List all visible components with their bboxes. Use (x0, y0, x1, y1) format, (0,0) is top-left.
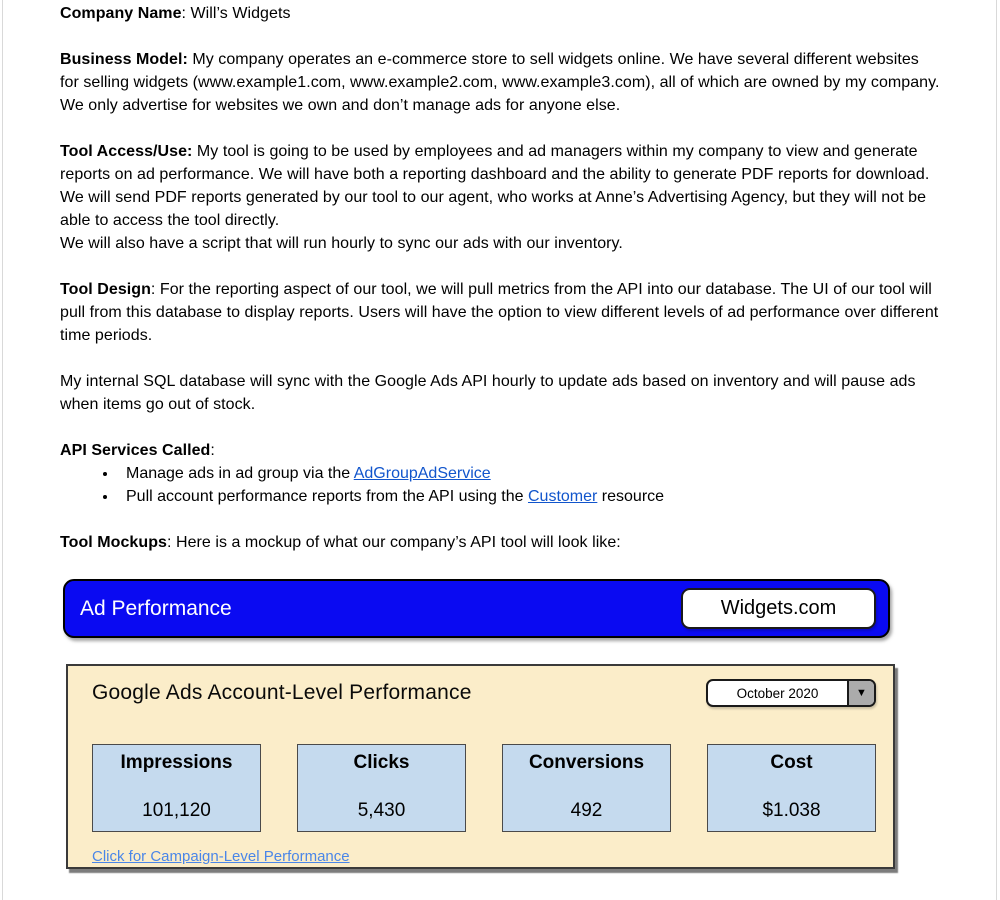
metric-value: 101,120 (142, 800, 211, 821)
company-name-value: : Will’s Widgets (181, 5, 291, 22)
metric-value: $1.038 (762, 800, 821, 821)
api-services-list (60, 462, 940, 508)
period-dropdown[interactable] (706, 679, 876, 707)
paragraph-business-model (60, 48, 940, 117)
tool-access-label: Tool Access/Use: (60, 143, 193, 160)
metric-card-clicks (297, 744, 466, 832)
mockup-header-bar (63, 579, 890, 638)
mockup-title: Ad Performance (80, 596, 232, 620)
bullet-text-pre: Manage ads in ad group via the (126, 465, 354, 482)
company-name-label: Company Name (60, 5, 182, 22)
tool-design-text: : For the reporting aspect of our tool, we will pull metrics from the API into our database. The UI of our tool will pull from this database to display reports. Users will have the option to view different levels of ad performance over different time periods. (60, 281, 939, 344)
list-item (118, 485, 940, 508)
bullet-text-post: resource (597, 488, 665, 505)
api-services-label: API Services Called (60, 442, 211, 459)
account-performance-panel (66, 664, 895, 869)
widgets-site-button-label: Widgets.com (720, 597, 837, 619)
period-dropdown-value: October 2020 (736, 685, 819, 701)
panel-header (92, 679, 876, 707)
business-model-label: Business Model: (60, 51, 188, 68)
business-model-text: My company operates an e-commerce store to sell widgets online. We have several different websites for selling widgets (www.example1.com, www.example2.com, www.example3.com), all of which are owned by my company. We only advertise for websites we own and don’t manage ads for anyone else. (60, 51, 940, 114)
metric-card-conversions (502, 744, 671, 832)
metric-label: Cost (770, 752, 813, 773)
tool-mockups-text: : Here is a mockup of what our company’s API tool will look like: (166, 534, 621, 551)
campaign-level-link[interactable]: Click for Campaign-Level Performance (92, 848, 350, 865)
paragraph-sql-sync (60, 370, 940, 416)
api-services-colon: : (210, 442, 215, 459)
list-item (118, 462, 940, 485)
customer-link[interactable]: Customer (527, 488, 598, 505)
tool-access-text2: We will also have a script that will run hourly to sync our ads with our inventory. (60, 235, 623, 252)
tool-design-label: Tool Design (60, 281, 151, 298)
paragraph-tool-access (60, 140, 940, 255)
panel-title: Google Ads Account-Level Performance (92, 681, 472, 704)
metric-cards-row (92, 744, 876, 832)
metric-label: Clicks (353, 752, 410, 773)
tool-access-text: My tool is going to be used by employees and ad managers within my company to view and generate reports on ad performance. We will have both a reporting dashboard and the ability to generate PDF reports for download. We will send PDF reports generated by our tool to our agent, who works at Anne’s Advertising Agency, but they will not be able to access the tool directly. (60, 143, 930, 229)
chevron-down-icon: ▼ (856, 686, 867, 699)
bullet-text-pre: Pull account performance reports from the API using the (126, 488, 528, 505)
metric-label: Conversions (528, 752, 645, 773)
paragraph-api-services-heading (60, 439, 940, 462)
tool-mockups-label: Tool Mockups (60, 534, 167, 551)
adgroupadservice-link[interactable]: AdGroupAdService (353, 465, 491, 482)
period-dropdown-button[interactable] (847, 681, 874, 705)
page-left-edge (2, 0, 3, 900)
metric-card-impressions (92, 744, 261, 832)
metric-value: 5,430 (357, 800, 406, 821)
paragraph-tool-design (60, 278, 940, 347)
widgets-site-button[interactable] (681, 588, 876, 629)
metric-value: 492 (570, 800, 603, 821)
metric-label: Impressions (120, 752, 233, 773)
metric-card-cost (707, 744, 876, 832)
paragraph-tool-mockups (60, 531, 940, 554)
page-right-edge (996, 0, 997, 900)
sql-sync-text: My internal SQL database will sync with the Google Ads API hourly to update ads based on inventory and will pause ads when items go out of stock. (60, 373, 916, 413)
paragraph-company-name (60, 2, 940, 25)
